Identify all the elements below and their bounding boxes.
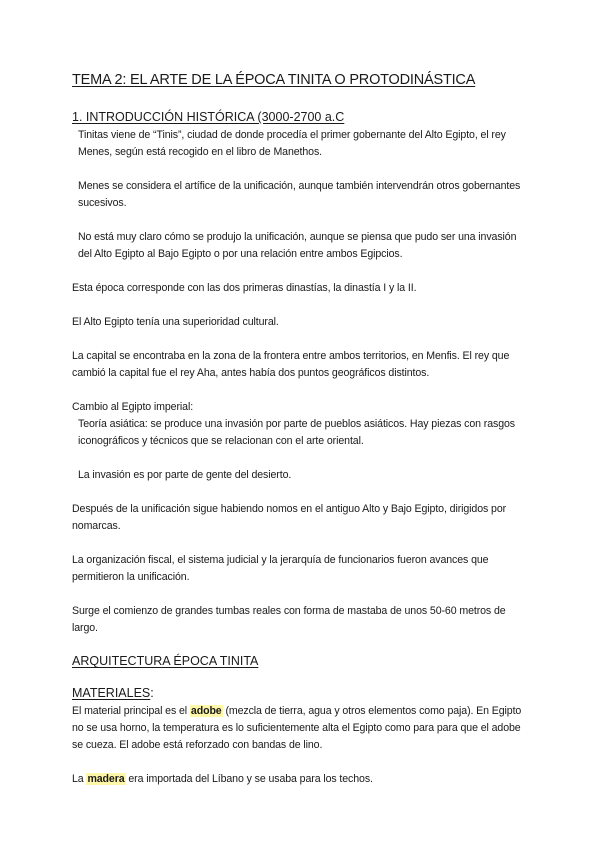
paragraph: Esta época corresponde con las dos primeras dinastías, la dinastía I y la II. xyxy=(72,282,417,294)
paragraph: El Alto Egipto tenía una superioridad cultural. xyxy=(72,316,279,328)
highlight-madera: madera xyxy=(87,773,125,785)
paragraph: Tinitas viene de “Tinis”, ciudad de donde procedía el primer gobernante del Alto Egipto, el rey Menes, según está recogido en el libro de Manethos. xyxy=(78,129,506,158)
section-heading-arquitectura: ARQUITECTURA ÉPOCA TINITA xyxy=(72,654,259,668)
materials-heading-text: MATERIALES xyxy=(72,686,151,700)
paragraph: Teoría asiática: se produce una invasión por parte de pueblos asiáticos. Hay piezas con rasgos iconográficos y técnicos que se relacionan con el arte oriental. xyxy=(78,418,515,447)
highlight-adobe: adobe xyxy=(190,705,222,717)
paragraph: Menes se considera el artífice de la unificación, aunque también intervendrán otros gobernantes sucesivos. xyxy=(78,180,521,209)
text-run: El material principal es el xyxy=(72,705,190,717)
paragraph: Después de la unificación sigue habiendo nomos en el antiguo Alto y Bajo Egipto, dirigidos por nomarcas. xyxy=(72,503,507,532)
materials-heading-colon: : xyxy=(150,686,154,700)
paragraph: Cambio al Egipto imperial: xyxy=(72,401,194,413)
paragraph: Surge el comienzo de grandes tumbas reales con forma de mastaba de unos 50-60 metros de largo. xyxy=(72,605,506,634)
section-heading-introduccion: 1. INTRODUCCIÓN HISTÓRICA (3000-2700 a.C xyxy=(72,110,345,124)
text-run: La xyxy=(72,773,87,785)
paragraph: La invasión es por parte de gente del desierto. xyxy=(78,469,292,481)
text-run: era importada del Líbano y se usaba para los techos. xyxy=(125,773,373,785)
text-run: (mezcla de tierra, agua y otros elementos como paja). En Egipto no se usa horno, la temperatura es lo suficientemente alta el Egipto como para para que el adobe se cueza. El adobe está reforzado con bandas de lino. xyxy=(72,705,522,751)
materials-heading xyxy=(72,686,530,700)
paragraph: La organización fiscal, el sistema judicial y la jerarquía de funcionarios fueron avances que permitieron la unificación. xyxy=(72,554,489,583)
materials-paragraph-adobe xyxy=(72,703,530,754)
paragraph: No está muy claro cómo se produjo la unificación, aunque se piensa que pudo ser una invasión del Alto Egipto al Bajo Egipto o por una relación entre ambos Egipcios. xyxy=(78,231,517,260)
materials-paragraph-madera xyxy=(72,771,530,788)
paragraph: La capital se encontraba en la zona de la frontera entre ambos territorios, en Menfis. El rey que cambió la capital fue el rey Aha, antes había dos puntos geográficos distintos. xyxy=(72,350,510,379)
document-title: TEMA 2: EL ARTE DE LA ÉPOCA TINITA O PROTODINÁSTICA xyxy=(72,72,476,88)
